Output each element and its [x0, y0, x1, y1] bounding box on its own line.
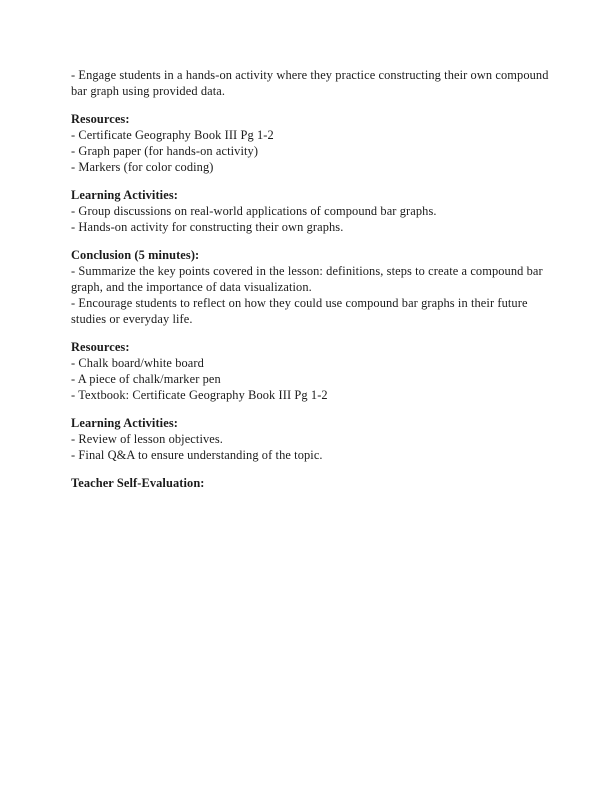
- section-resources-2: [71, 339, 541, 403]
- list-item: - Final Q&A to ensure understanding of the topic.: [71, 448, 323, 462]
- text-line: - Engage students in a hands-on activity where they practice constructing their own compound: [71, 68, 549, 82]
- list-item: - Summarize the key points covered in the lesson: definitions, steps to create a compound bar: [71, 264, 543, 278]
- list-item: - Group discussions on real-world applications of compound bar graphs.: [71, 204, 437, 218]
- section-heading: Resources:: [71, 112, 130, 126]
- list-item-continuation: studies or everyday life.: [71, 312, 193, 326]
- list-item: - Review of lesson objectives.: [71, 432, 223, 446]
- text-line: bar graph using provided data.: [71, 84, 226, 98]
- section-learning-activities-1: [71, 187, 541, 235]
- list-item-continuation: graph, and the importance of data visualization.: [71, 280, 312, 294]
- list-item: - Encourage students to reflect on how they could use compound bar graphs in their future: [71, 296, 528, 310]
- section-heading: Teacher Self-Evaluation:: [71, 476, 205, 490]
- section-resources-1: [71, 111, 541, 175]
- list-item: - Textbook: Certificate Geography Book III Pg 1-2: [71, 388, 328, 402]
- section-heading: Conclusion (5 minutes):: [71, 248, 200, 262]
- list-item: - Markers (for color coding): [71, 160, 214, 174]
- list-item: - Graph paper (for hands-on activity): [71, 144, 259, 158]
- section-heading: Learning Activities:: [71, 416, 178, 430]
- list-item: - Chalk board/white board: [71, 356, 204, 370]
- intro-paragraph: [71, 67, 549, 99]
- page-content: [71, 67, 549, 491]
- section-heading: Resources:: [71, 340, 130, 354]
- list-item: - A piece of chalk/marker pen: [71, 372, 221, 386]
- list-item: - Certificate Geography Book III Pg 1-2: [71, 128, 274, 142]
- section-teacher-self-evaluation: [71, 475, 541, 491]
- section-conclusion: [71, 247, 541, 327]
- list-item: - Hands-on activity for constructing their own graphs.: [71, 220, 344, 234]
- section-heading: Learning Activities:: [71, 188, 178, 202]
- section-learning-activities-2: [71, 415, 541, 463]
